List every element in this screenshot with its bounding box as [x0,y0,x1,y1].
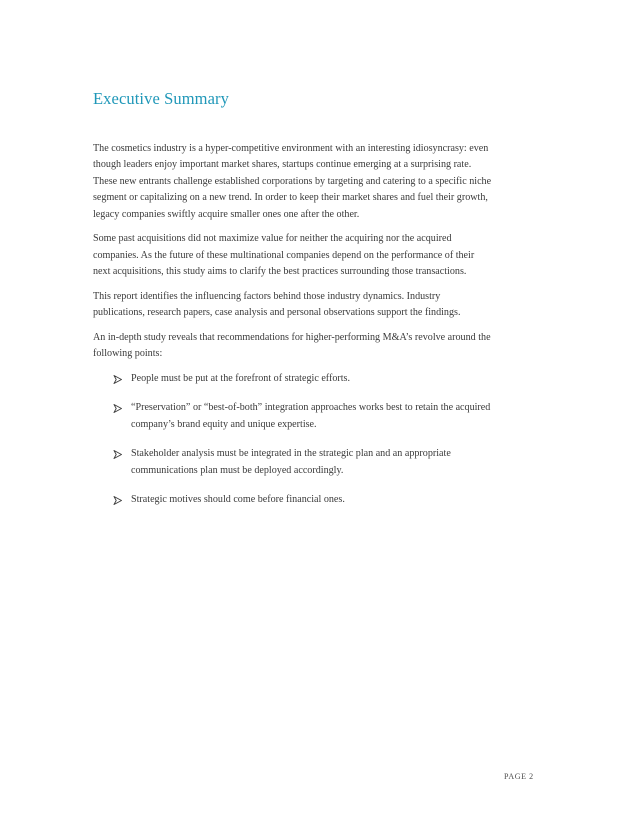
bullet-item [93,446,553,479]
text-line: segment or capitalizing on a new trend. In order to keep their market shares and fuel their growth, [93,192,488,204]
bullet-item [93,492,553,508]
bullet-list [93,371,553,508]
bullet-text: “Preservation” or “best-of-both” integration approaches works best to retain the acquired [131,402,491,414]
bullet-text: Stakeholder analysis must be integrated in the strategic plan and an appropriate [131,448,451,460]
text-line: The cosmetics industry is a hyper-competitive environment with an interesting idiosyncrasy: even [93,143,489,154]
text-line: following points: [93,348,163,360]
document-body [93,141,553,522]
text-line: companies. As the future of these multinational companies depend on the performance of their [93,249,475,261]
text-line: legacy companies swiftly acquire smaller ones one after the other. [93,208,360,220]
bullet-item [93,400,553,433]
paragraph [93,289,553,322]
paragraph [93,231,553,280]
arrowhead-bullet-icon [113,446,123,462]
page-number: PAGE 2 [504,772,534,781]
text-line: though leaders enjoy important market shares, startups continue emerging at a surprising rate. [93,159,472,171]
text-line: Some past acquisitions did not maximize value for neither the acquiring nor the acquired [93,233,452,245]
bullet-text: communications plan must be deployed accordingly. [131,464,344,476]
bullet-text: company’s brand equity and unique expertise. [131,418,317,430]
arrowhead-bullet-icon [113,492,123,508]
text-line: These new entrants challenge established corporations by targeting and catering to a specific niche [93,175,492,187]
text-line: publications, research papers, case analysis and personal observations support the findings. [93,307,461,319]
arrowhead-bullet-icon [113,400,123,416]
paragraph [93,330,553,363]
text-line: next acquisitions, this study aims to clarify the best practices surrounding those transactions. [93,266,467,278]
arrowhead-bullet-icon [113,371,123,387]
section-heading: Executive Summary [93,89,229,108]
text-line: This report identifies the influencing factors behind those industry dynamics. Industry [93,290,441,302]
paragraph [93,141,553,223]
bullet-text: People must be put at the forefront of strategic efforts. [131,373,351,385]
bullet-text: Strategic motives should come before financial ones. [131,494,345,506]
text-line: An in-depth study reveals that recommendations for higher-performing M&A’s revolve around the [93,331,491,343]
bullet-item [93,371,553,387]
